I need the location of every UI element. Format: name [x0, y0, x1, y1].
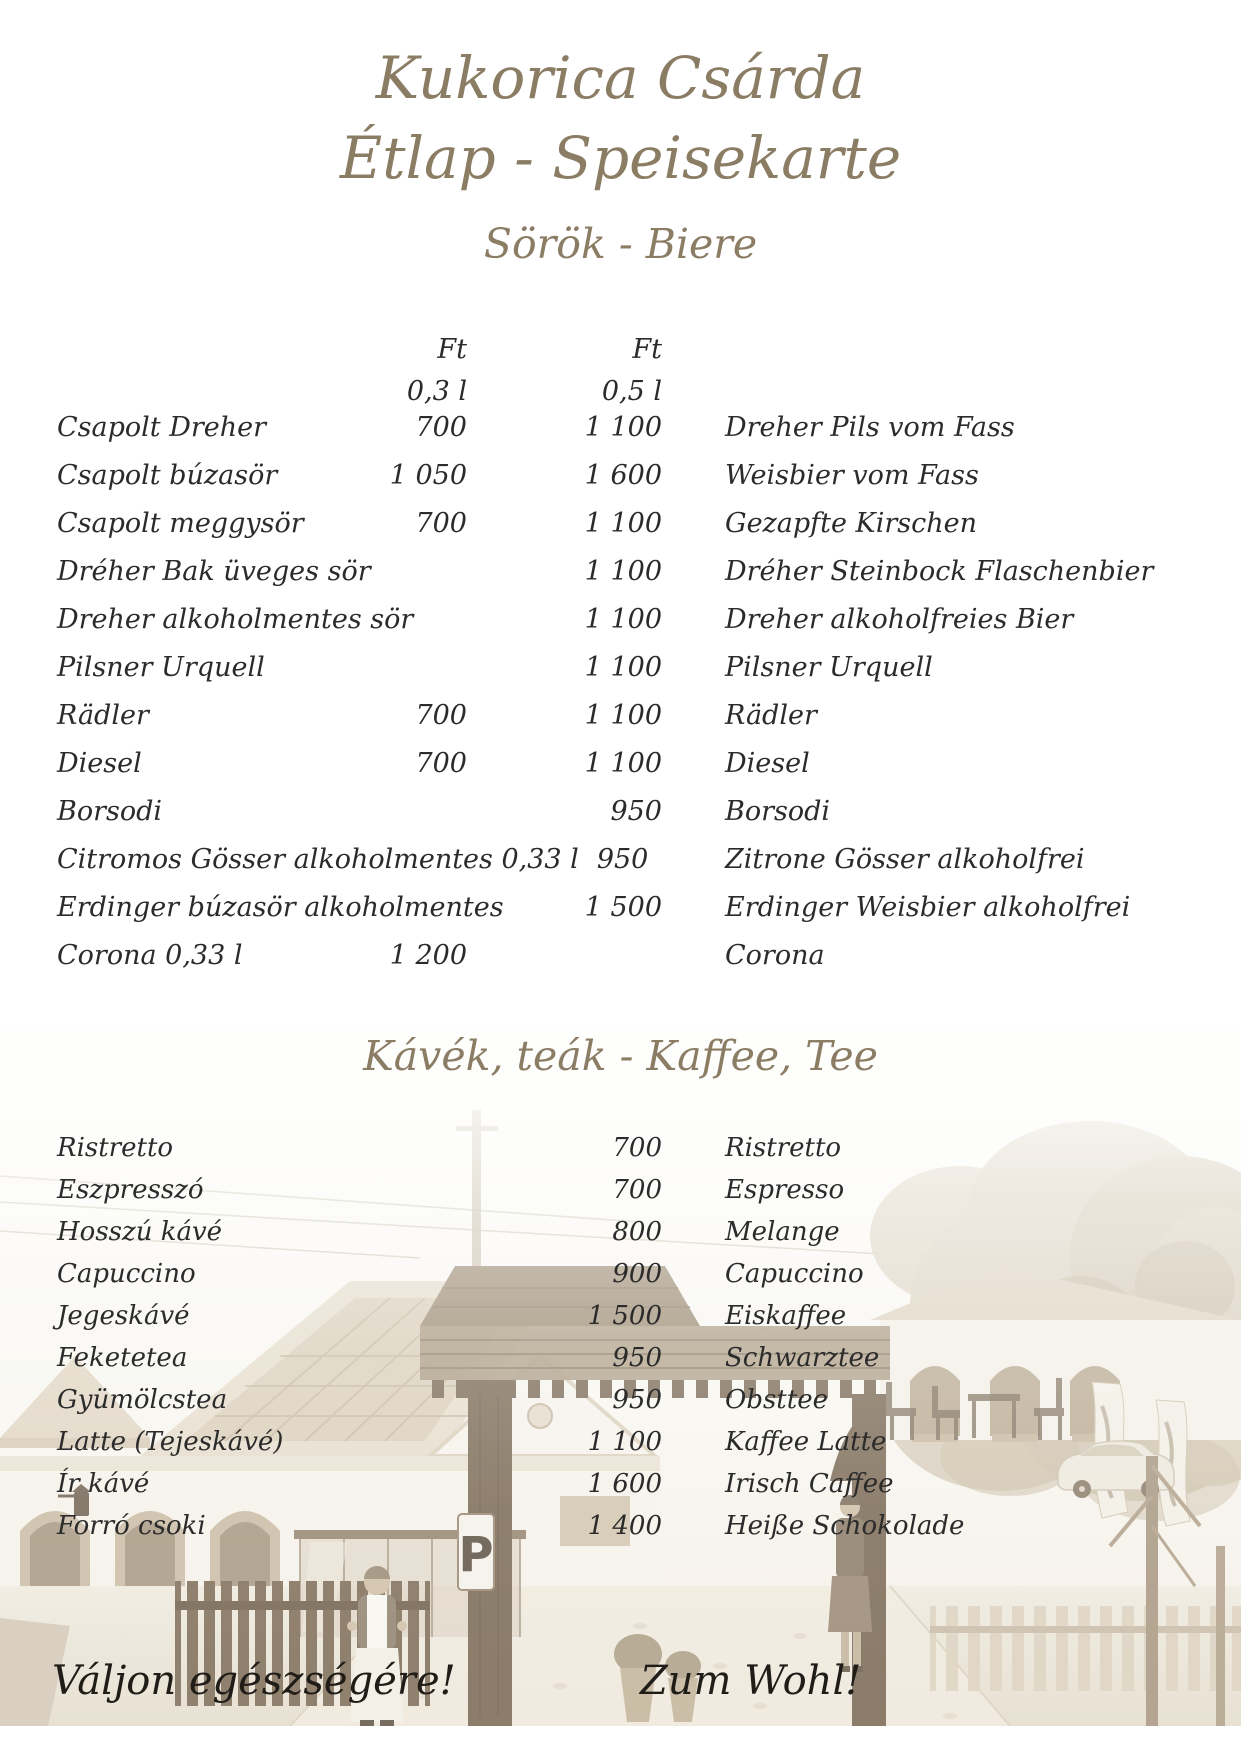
price-05: 1 100: [584, 652, 662, 683]
item-name-hu: Hosszú kávé: [57, 1217, 223, 1247]
currency-header-05: Ft: [632, 334, 662, 365]
coffee-section-heading: Kávék, teák - Kaffee, Tee: [363, 1032, 878, 1080]
size-header-05: 0,5 l: [601, 376, 662, 407]
item-name-hu: Dréher Bak üveges sör: [57, 556, 371, 587]
currency-header-03: Ft: [437, 334, 467, 365]
item-name-hu: Borsodi: [57, 796, 163, 827]
item-name-de: Kaffee Latte: [725, 1427, 887, 1457]
item-name-de: Rädler: [725, 700, 817, 731]
item-name-de: Heiße Schokolade: [725, 1511, 965, 1541]
beer-row: [0, 500, 1241, 548]
item-name-hu: Csapolt meggysör: [57, 508, 304, 539]
item-name-hu: Diesel: [57, 748, 142, 779]
item-name-de: Zitrone Gösser alkoholfrei: [725, 844, 1085, 875]
price-05: 1 100: [584, 604, 662, 635]
item-name-de: Eiskaffee: [725, 1301, 847, 1331]
price-05: 1 100: [584, 556, 662, 587]
toast-hungarian: Váljon egészségére!: [52, 1658, 456, 1704]
inline-price: 950: [596, 844, 649, 875]
item-name-hu: Rädler: [57, 700, 149, 731]
coffee-row: [0, 1463, 1241, 1505]
coffee-row: [0, 1379, 1241, 1421]
price-03: 1 200: [389, 940, 467, 971]
price: 1 100: [587, 1427, 662, 1457]
beer-row: [0, 788, 1241, 836]
coffee-row: [0, 1253, 1241, 1295]
item-name-hu: Forró csoki: [57, 1511, 206, 1541]
beer-row: [0, 740, 1241, 788]
item-name-hu: Csapolt búzasör: [57, 460, 278, 491]
price: 800: [612, 1217, 662, 1247]
beer-table: [0, 404, 1241, 980]
coffee-row: [0, 1127, 1241, 1169]
price-05: 1 100: [584, 748, 662, 779]
price: 1 500: [587, 1301, 662, 1331]
beer-row: [0, 548, 1241, 596]
item-name-hu: Ristretto: [57, 1133, 174, 1163]
coffee-row: [0, 1505, 1241, 1547]
item-name-de: Capuccino: [725, 1259, 864, 1289]
coffee-row: [0, 1295, 1241, 1337]
item-name-hu: Csapolt Dreher: [57, 412, 267, 443]
beer-row: [0, 836, 1241, 884]
item-name-hu: Dreher alkoholmentes sör: [57, 604, 414, 635]
coffee-row: [0, 1169, 1241, 1211]
beer-row: [0, 596, 1241, 644]
price-03: 700: [415, 508, 467, 539]
item-name-de: Dreher Pils vom Fass: [725, 412, 1015, 443]
item-name-de: Gezapfte Kirschen: [725, 508, 978, 539]
item-name-hu: Jegeskávé: [57, 1301, 190, 1331]
price-05: 1 100: [584, 508, 662, 539]
item-name-hu: Citromos Gösser alkoholmentes 0,33 l 950: [57, 844, 649, 875]
item-name-de: Borsodi: [725, 796, 831, 827]
price: 950: [612, 1385, 662, 1415]
size-header-03: 0,3 l: [406, 376, 467, 407]
toast-german: Zum Wohl!: [640, 1658, 862, 1704]
item-name-hu: Corona 0,33 l: [57, 940, 243, 971]
item-name-hu: Capuccino: [57, 1259, 196, 1289]
price: 700: [612, 1175, 662, 1205]
item-name-de: Melange: [725, 1217, 840, 1247]
item-name-hu: Latte (Tejeskávé): [57, 1427, 284, 1457]
beer-row: [0, 692, 1241, 740]
item-name-hu: Gyümölcstea: [57, 1385, 228, 1415]
item-name-de: Ristretto: [725, 1133, 842, 1163]
beer-section-heading: Sörök - Biere: [483, 220, 758, 268]
price: 1 400: [587, 1511, 662, 1541]
price-05: 1 100: [584, 700, 662, 731]
price: 900: [612, 1259, 662, 1289]
beer-row: [0, 644, 1241, 692]
item-name-hu: Erdinger búzasör alkoholmentes: [57, 892, 504, 923]
item-name-de: Schwarztee: [725, 1343, 880, 1373]
coffee-table: [0, 1127, 1241, 1547]
beer-row: [0, 404, 1241, 452]
price-03: 1 050: [389, 460, 467, 491]
item-name-hu: Pilsner Urquell: [57, 652, 265, 683]
item-name-de: Irisch Caffee: [725, 1469, 894, 1499]
beer-row: [0, 452, 1241, 500]
item-name-de: Corona: [725, 940, 825, 971]
price-05: 1 600: [584, 460, 662, 491]
item-name-de: Espresso: [725, 1175, 845, 1205]
price-03: 700: [415, 412, 467, 443]
coffee-row: [0, 1211, 1241, 1253]
coffee-row: [0, 1421, 1241, 1463]
price-05: 1 500: [584, 892, 662, 923]
price: 950: [612, 1343, 662, 1373]
coffee-row: [0, 1337, 1241, 1379]
item-name-hu: Ír kávé: [57, 1469, 150, 1499]
item-name-de: Pilsner Urquell: [725, 652, 933, 683]
beer-row: [0, 884, 1241, 932]
price: 700: [612, 1133, 662, 1163]
price-05: 1 100: [584, 412, 662, 443]
price-05: 950: [610, 796, 662, 827]
menu-title-line1: Kukorica Csárda: [375, 44, 866, 112]
menu-title-line2: Étlap - Speisekarte: [339, 124, 902, 192]
price-03: 700: [415, 748, 467, 779]
item-name-de: Diesel: [725, 748, 810, 779]
item-name-de: Weisbier vom Fass: [725, 460, 979, 491]
beer-row: [0, 932, 1241, 980]
item-name-de: Dréher Steinbock Flaschenbier: [725, 556, 1154, 587]
item-name-de: Obsttee: [725, 1385, 828, 1415]
item-name-hu: Feketetea: [57, 1343, 188, 1373]
item-name-de: Dreher alkoholfreies Bier: [725, 604, 1074, 635]
item-name-de: Erdinger Weisbier alkoholfrei: [725, 892, 1131, 923]
item-name-hu: Eszpresszó: [57, 1175, 204, 1205]
price-03: 700: [415, 700, 467, 731]
price: 1 600: [587, 1469, 662, 1499]
